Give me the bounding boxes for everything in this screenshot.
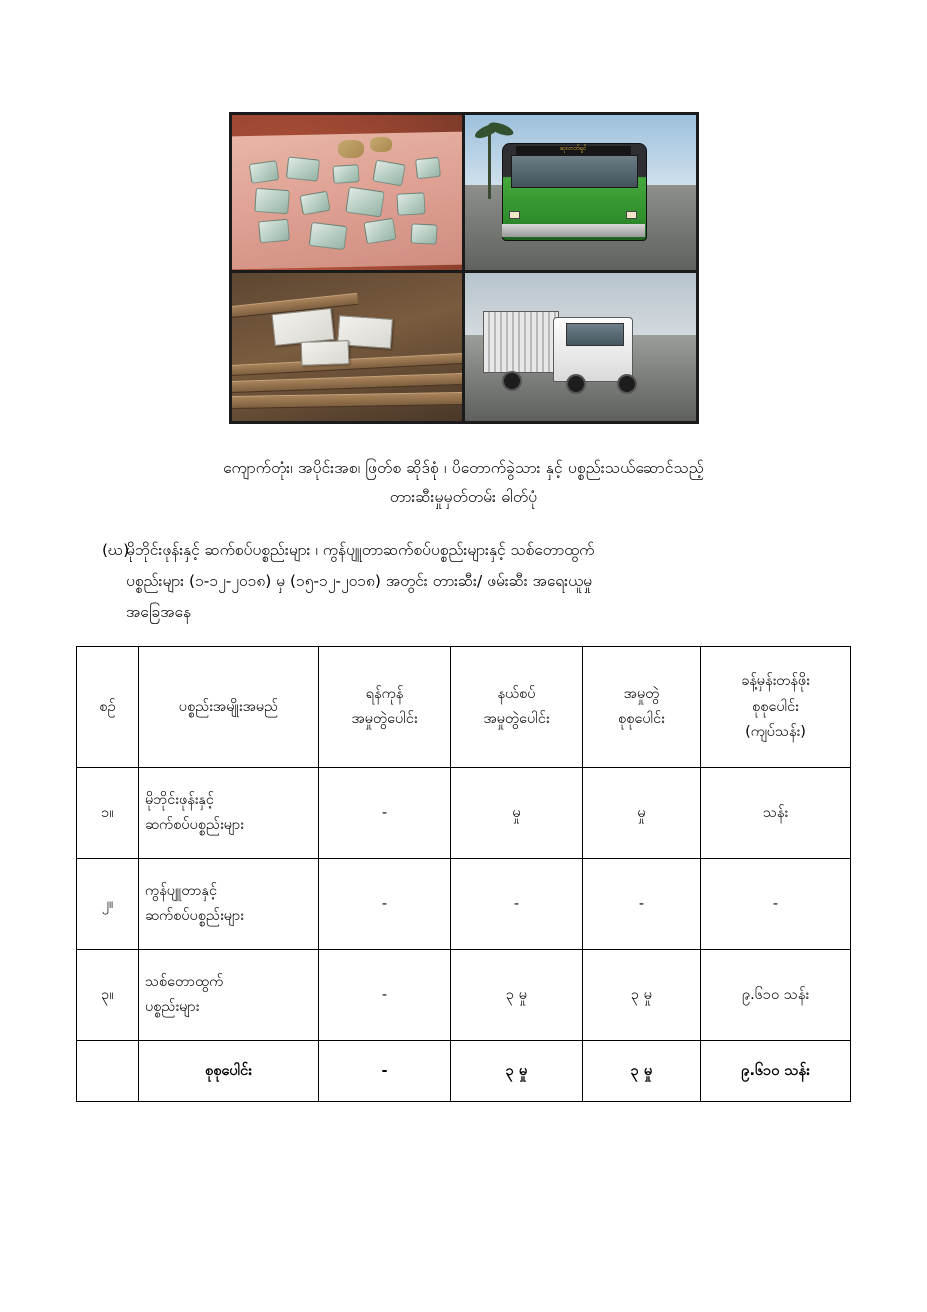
section-text-line2: ပစ္စည်းများ (၁-၁၂-၂၀၁၈) မှ (၁၅-၁၂-၂၀၁၈) အတွင်း တားဆီး/ ဖမ်းဆီး အရေးယူမှု [126,572,592,591]
header-total-cases-line2: စုစုပေါင်း [618,711,665,728]
header-estimated-value-line1: ခန့်မှန်းတန်ဖိုး [741,673,810,690]
cell-total-cases: မှု [583,768,701,859]
header-item-name: ပစ္စည်းအမျိုးအမည် [139,647,319,768]
cell-border-cases: - [451,859,583,950]
cell-total-cases: - [583,859,701,950]
section-body [126,535,863,628]
cell-total-cases: ၃ မှု [583,950,701,1041]
section-marker: (ဃ) [102,541,130,560]
cell-estimated-value: သန်း [701,768,851,859]
cell-index: ၃။ [77,950,139,1041]
truck-wheel [502,371,522,391]
cell-yangon-cases: - [319,859,451,950]
photo-white-truck [465,273,696,421]
cell-item-name [139,768,319,859]
headlight [626,211,637,219]
section-text-line1: မိုဘိုင်းဖုန်းနှင့် ဆက်စပ်ပစ္စည်းများ ၊ ကွန်ပျူတာဆက်စပ်ပစ္စည်းများနှင့် သစ်တောထွက် [126,541,595,560]
jade-piece [411,223,438,244]
cell-index: ၁။ [77,768,139,859]
jade-piece [309,221,348,249]
cell-item-name-line1: သစ်တောထွက် [145,973,224,990]
document-page [0,112,927,1312]
header-estimated-value [701,647,851,768]
jade-piece [286,157,320,182]
header-estimated-value-line2: စုစုပေါင်း [752,698,799,715]
header-estimated-value-line3: (ကျပ်သန်း) [745,724,806,741]
photo-grid [232,115,696,421]
cell-item-name [139,950,319,1041]
cell-item-name [139,859,319,950]
cell-item-name-line2: ပစ္စည်းများ [145,999,200,1016]
cell-cases-total: ၃ မှု [583,1041,701,1102]
cell-index: ၂။ [77,859,139,950]
photo-green-bus [465,115,696,270]
photo-timber-packets [232,273,463,421]
section-text-line3: အခြေအနေ [126,603,191,622]
jade-piece [258,219,290,244]
header-border-cases-line2: အမှုတွဲပေါင်း [483,711,550,728]
cell-border-cases: ၃ မှု [451,950,583,1041]
cell-item-name-line1: ကွန်ပျူတာနှင့် [145,882,218,899]
cell-yangon-total: - [319,1041,451,1102]
cell-border-total: ၃ မှု [451,1041,583,1102]
header-yangon-cases-line2: အမှုတွဲပေါင်း [351,711,418,728]
seizure-summary-table [76,646,851,1102]
photo-caption-line2: တားဆီးမှုမှတ်တမ်း ဓါတ်ပုံ [389,487,538,506]
jade-piece [415,157,441,179]
truck-cargo-bed [483,311,559,372]
section-paragraph [64,535,863,628]
truck-windshield [566,323,623,346]
cell-total-label: စုစုပေါင်း [139,1041,319,1102]
photo-jade-stones [232,115,463,270]
header-total-cases-line1: အမှုတွဲ [623,685,660,702]
cell-estimated-value: ၉.၆၁၀ သန်း [701,950,851,1041]
wrapped-packet [300,340,349,366]
rock [338,140,364,158]
rock [370,137,392,152]
bus-bumper [502,224,645,238]
cell-estimated-value: - [701,859,851,950]
cell-item-name-line2: ဆက်စပ်ပစ္စည်းများ [145,908,244,925]
header-border-cases-line1: နယ်စပ် [497,685,536,702]
photo-caption-line1: ကျောက်တုံး၊ အပိုင်းအစ၊ ဖြတ်စ ဆိုဒ်စုံ ၊ ပိတောက်ခွဲသား နှင့် ပစ္စည်းသယ်ဆောင်သည့် [223,459,704,477]
jade-piece [254,188,290,214]
cell-item-name-line2: ဆက်စပ်ပစ္စည်းများ [145,817,244,834]
table-row [77,950,851,1041]
cell-value-total: ၉.၆၁၀ သန်း [701,1041,851,1102]
palm-tree [488,127,491,198]
truck-wheel [617,374,637,394]
jade-piece [299,190,330,215]
truck-wheel [566,374,586,394]
table-row [77,859,851,950]
header-index: စဉ် [77,647,139,768]
table-row [77,768,851,859]
bus-banner-text: ဆုလာဘ်ရှင် [516,146,631,158]
cell-border-cases: မှု [451,768,583,859]
headlight [509,211,520,219]
header-border-cases [451,647,583,768]
jade-piece [332,164,359,184]
timber-plank [232,392,463,409]
cell-item-name-line1: မိုဘိုင်းဖုန်းနှင့် [145,791,214,808]
header-total-cases [583,647,701,768]
jade-piece [345,187,384,218]
cell-yangon-cases: - [319,768,451,859]
header-yangon-cases [319,647,451,768]
table-total-row [77,1041,851,1102]
cell-yangon-cases: - [319,950,451,1041]
header-yangon-cases-line1: ရန်ကုန် [365,685,404,702]
jade-piece [249,160,280,184]
jade-piece [373,159,406,186]
photo-caption [0,454,927,511]
jade-piece [397,192,426,215]
photo-collage [229,112,699,424]
bus-windshield [511,155,637,188]
timber-plank [232,372,463,393]
cell-index [77,1041,139,1102]
table-header-row [77,647,851,768]
